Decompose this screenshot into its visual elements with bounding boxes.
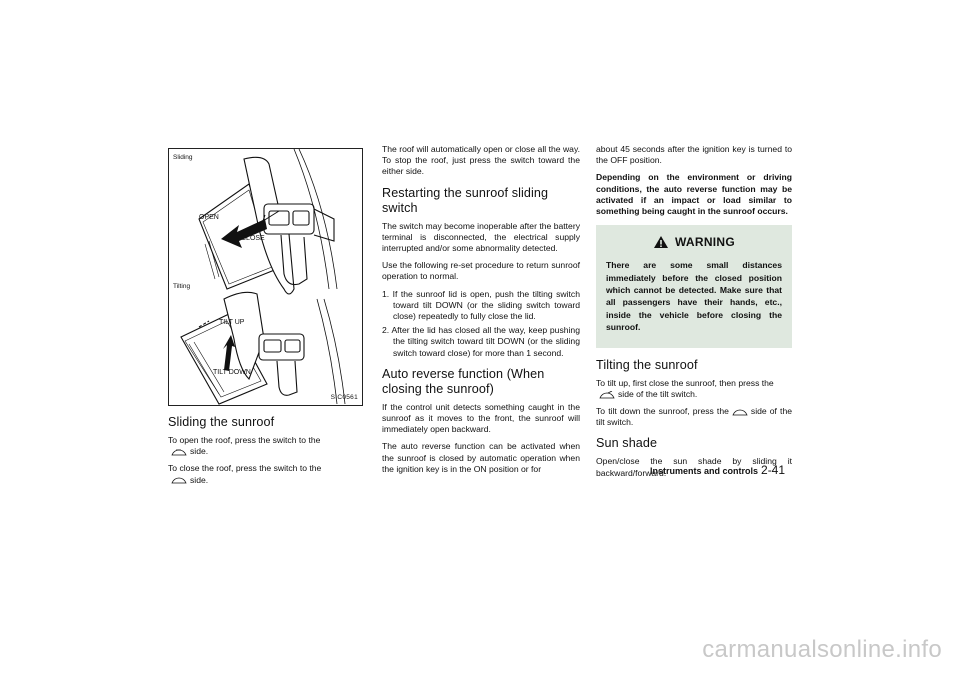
figure-label-close: CLOSE [241, 235, 265, 242]
watermark: carmanualsonline.info [702, 636, 942, 663]
close-instruction [168, 463, 365, 485]
figure-label-tilt-down: TILT DOWN [213, 369, 251, 376]
figure-label-tilting: Tilting [173, 283, 191, 290]
auto-reverse-text: If the control unit detects something caught in the sunroof as it moves to the front, the sunroof will immediately open backward. [382, 401, 580, 435]
column-1 [168, 148, 365, 492]
reset-step-1: 1. If the sunroof lid is open, push the tilting switch toward tilt DOWN (or the sliding switch toward close) repeatedly to fully close the lid. [382, 288, 580, 322]
heading-tilting-sunroof: Tilting the sunroof [596, 357, 698, 372]
auto-reverse-note: Depending on the environment or driving conditions, the auto reverse function may be activated if an impact or load similar to something being caught in the sunroof occurs. [596, 172, 792, 217]
warning-title: WARNING [674, 235, 736, 250]
sunroof-switch-figure [168, 148, 363, 406]
footer-section: Instruments and controls [650, 466, 759, 476]
page-number: 2-41 [761, 463, 786, 477]
figure-label-tilt-up: TILT UP [219, 319, 245, 326]
column-3 [596, 144, 792, 485]
tilt-up-instruction [596, 378, 792, 400]
warning-icon [653, 235, 669, 249]
inoperable-text: The switch may become inoperable after the battery terminal is disconnected, the electrical supply interrupted and/or some abnormality detected. [382, 220, 580, 254]
warning-header [606, 235, 782, 249]
tilt-down-text: To tilt down the sunroof, press the [596, 406, 729, 417]
tilt-down-suffix: side of the tilt switch. [596, 406, 793, 428]
heading-restarting-switch: Restarting the sunroof sliding switch [382, 185, 549, 215]
open-instruction-suffix: side. [190, 446, 209, 457]
open-instruction-text: To open the roof, press the switch to the [168, 435, 321, 445]
heading-sun-shade: Sun shade [596, 436, 658, 451]
tilt-up-suffix: side of the tilt switch. [618, 388, 698, 399]
reset-intro-text: Use the following re-set procedure to return sunroof operation to normal. [382, 260, 580, 282]
warning-box [596, 225, 792, 347]
warning-text: There are some small distances immediately before the closed position which cannot be detected. Make sure that all passengers have their hands, etc., inside the vehicle before closing the sunroof. [606, 260, 782, 333]
close-instruction-text: To close the roof, press the switch to the [168, 463, 322, 474]
tilt-down-instruction [596, 406, 792, 428]
tilt-down-icon [732, 408, 748, 416]
tilt-up-text: To tilt up, first close the sunroof, then press the [596, 377, 774, 388]
heading-auto-reverse: Auto reverse function (When closing the sunroof) [382, 366, 545, 396]
auto-reverse-continued-text: about 45 seconds after the ignition key is turned to the OFF position. [596, 144, 792, 166]
open-instruction [168, 435, 365, 457]
auto-operation-text: The roof will automatically open or close all the way. To stop the roof, just press the switch toward the either side. [382, 144, 580, 177]
reset-step-2: 2. After the lid has closed all the way, keep pushing the tilting switch toward tilt DOWN (or the sliding switch toward close) for more than 1 second. [382, 325, 580, 358]
close-instruction-suffix: side. [190, 474, 209, 485]
figure-label-sliding: Sliding [173, 154, 193, 161]
heading-sliding-sunroof: Sliding the sunroof [168, 415, 275, 429]
figure-code: SIC0561 [330, 394, 358, 401]
column-2 [382, 144, 580, 481]
sunroof-close-icon [171, 476, 187, 484]
auto-reverse-activation-text: The auto reverse function can be activated when the sunroof is closed by automatic operation when the ignition key is in the ON position or for [382, 441, 580, 474]
sunroof-open-icon [171, 448, 187, 456]
figure-label-open: OPEN [199, 214, 219, 221]
reset-steps [382, 289, 580, 359]
tilt-up-icon [599, 391, 615, 399]
sun-shade-text: Open/close the sun shade by sliding it backward/forward. [596, 456, 792, 478]
page-footer [650, 463, 785, 477]
sunroof-switch-illustration [169, 149, 362, 405]
